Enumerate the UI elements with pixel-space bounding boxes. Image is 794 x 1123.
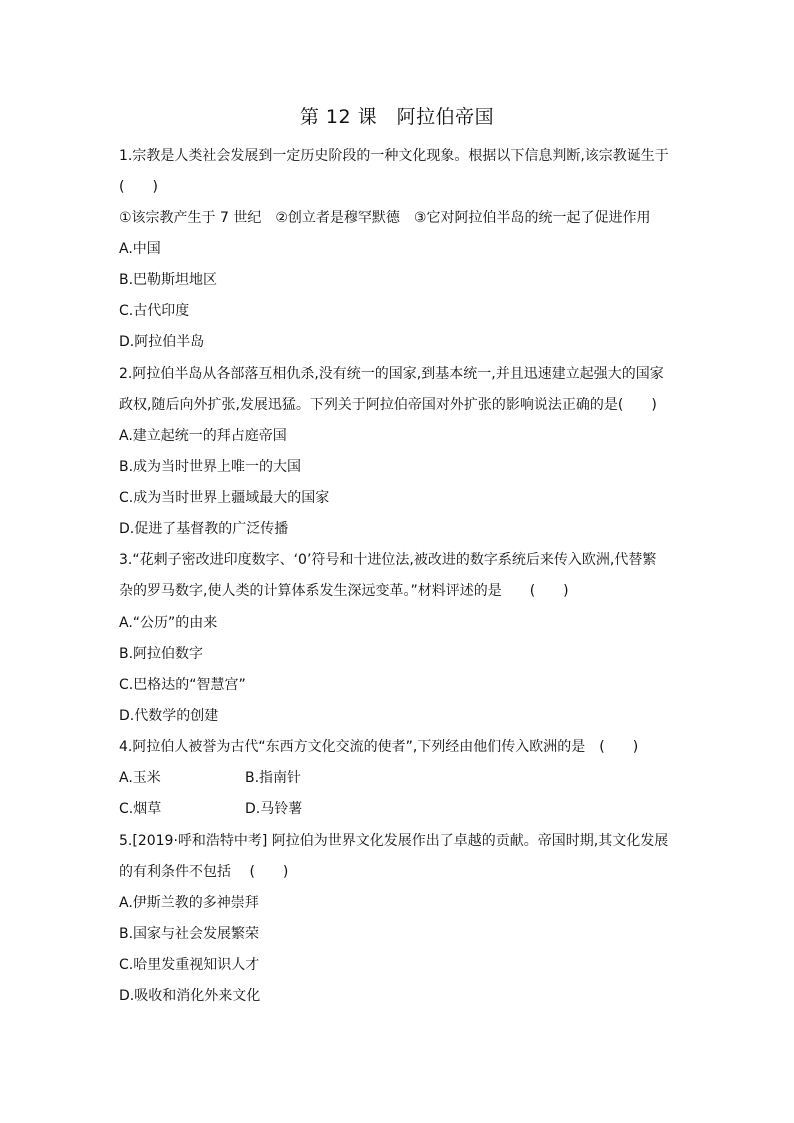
q3-stem-line2: 杂的罗马数字,使人类的计算体系发生深远变革。”材料评述的是 ( ): [119, 583, 569, 599]
page-title: 第 12 课 阿拉伯帝国: [299, 106, 495, 128]
q5-option-c: C.哈里发重视知识人才: [119, 957, 260, 973]
q3-option-b: B.阿拉伯数字: [119, 646, 204, 662]
q5-option-b: B.国家与社会发展繁荣: [119, 926, 260, 942]
q4-stem-line1: 4.阿拉伯人被誉为古代“东西方文化交流的使者”,下列经由他们传入欧洲的是 ( ): [119, 739, 639, 755]
q1-option-c: C.古代印度: [119, 303, 190, 319]
q2-stem-line1: 2.阿拉伯半岛从各部落互相仇杀,没有统一的国家,到基本统一,并且迅速建立起强大的国家: [119, 366, 664, 382]
q1-option-d: D.阿拉伯半岛: [119, 334, 205, 350]
q4-option-b: B.指南针: [245, 770, 302, 786]
q4-option-row-cd: [119, 799, 699, 819]
q5-stem-line1: 5.[2019·呼和浩特中考] 阿拉伯为世界文化发展作出了卓越的贡献。帝国时期,其文化发展: [119, 833, 669, 849]
q3-stem-line1: 3.“花剌子密改进印度数字、‘0’符号和十进位法,被改进的数字系统后来传入欧洲,代替繁: [119, 552, 657, 568]
q4-option-a: A.玉米: [119, 770, 161, 786]
q5-option-a: A.伊斯兰教的多神崇拜: [119, 895, 259, 911]
q3-option-c: C.巴格达的“智慧宫”: [119, 677, 246, 693]
q3-option-a: A.“公历”的由来: [119, 615, 218, 631]
q2-option-c: C.成为当时世界上疆域最大的国家: [119, 490, 330, 506]
q1-info: ①该宗教产生于 7 世纪 ②创立者是穆罕默德 ③它对阿拉伯半岛的统一起了促进作用: [119, 210, 651, 226]
q4-option-c: C.烟草: [119, 801, 162, 817]
q2-option-a: A.建立起统一的拜占庭帝国: [119, 428, 287, 444]
q1-option-a: A.中国: [119, 241, 161, 257]
q5-option-d: D.吸收和消化外来文化: [119, 988, 261, 1004]
q1-option-b: B.巴勒斯坦地区: [119, 272, 218, 288]
q4-option-row-ab: [119, 768, 699, 788]
q1-stem-line1: 1.宗教是人类社会发展到一定历史阶段的一种文化现象。根据以下信息判断,该宗教诞生于: [119, 148, 669, 164]
q5-stem-line2: 的有利条件不包括 ( ): [119, 864, 289, 880]
q1-stem-line2: ( ): [119, 179, 158, 195]
q2-option-d: D.促进了基督教的广泛传播: [119, 521, 289, 537]
q2-stem-line2: 政权,随后向外扩张,发展迅猛。下列关于阿拉伯帝国对外扩张的影响说法正确的是( ): [119, 397, 657, 413]
q4-option-d: D.马铃薯: [245, 801, 303, 817]
q3-option-d: D.代数学的创建: [119, 708, 219, 724]
q2-option-b: B.成为当时世界上唯一的大国: [119, 459, 302, 475]
